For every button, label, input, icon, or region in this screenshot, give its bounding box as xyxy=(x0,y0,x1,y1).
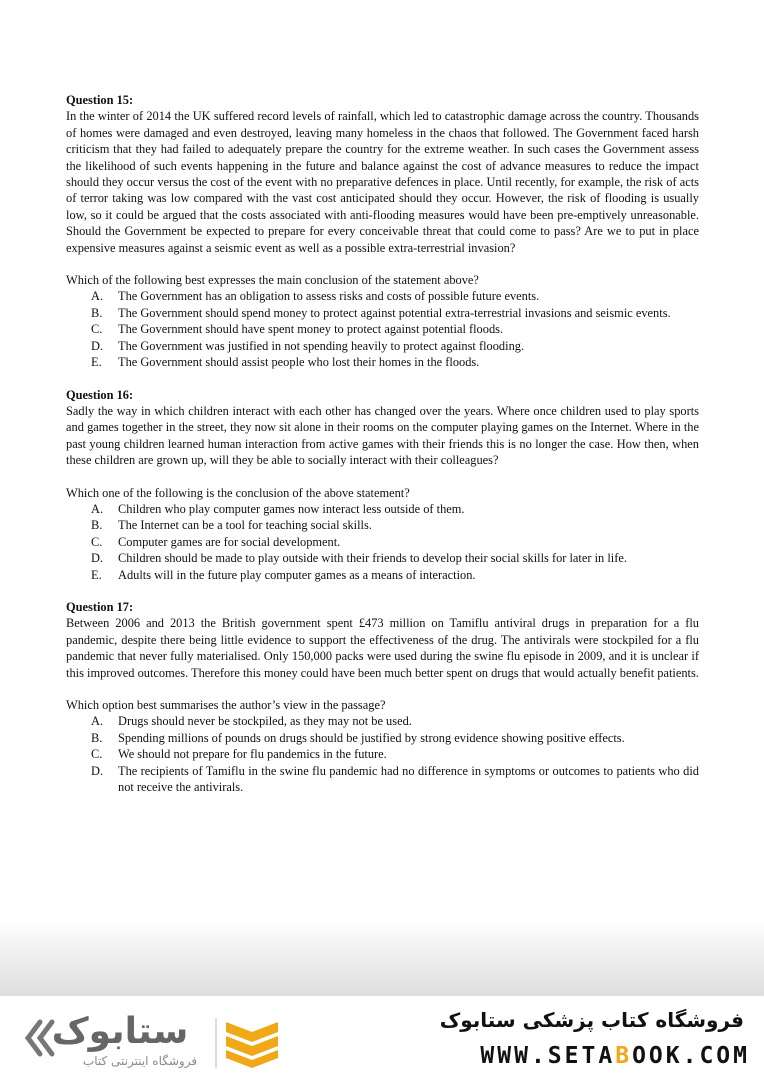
option-text: Children who play computer games now interact less outside of them. xyxy=(118,501,465,516)
question-prompt: Which of the following best expresses the main conclusion of the statement above? xyxy=(66,273,479,288)
answer-option xyxy=(66,517,699,533)
option-text: Children should be made to play outside with their friends to develop their social skills for later in life. xyxy=(118,551,627,566)
option-letter: E. xyxy=(91,355,102,370)
question-prompt: Which one of the following is the conclusion of the above statement? xyxy=(66,485,410,500)
answer-option xyxy=(66,338,699,354)
question-prompt: Which option best summarises the author’s view in the passage? xyxy=(66,698,386,712)
option-letter: D. xyxy=(91,763,104,778)
question-block xyxy=(66,92,699,371)
option-text: Drugs should never be stockpiled, as they may not be used. xyxy=(118,714,412,729)
option-letter: C. xyxy=(91,747,103,762)
document-content xyxy=(66,92,699,811)
website-url[interactable] xyxy=(480,1043,750,1069)
question-title: Question 16: xyxy=(66,387,134,402)
logo-tagline: فروشگاه اینترنتی کتاب xyxy=(82,1054,198,1068)
question-title: Question 17: xyxy=(66,599,134,614)
page-shadow xyxy=(0,920,764,1000)
answer-options xyxy=(66,713,699,795)
answer-options xyxy=(66,501,699,583)
option-letter: B. xyxy=(91,730,103,745)
option-letter: B. xyxy=(91,305,103,320)
url-accent-letter: B xyxy=(615,1043,633,1069)
answer-option xyxy=(66,321,699,337)
answer-option xyxy=(66,305,699,321)
option-text: The Government should have spent money to protect against potential floods. xyxy=(118,322,504,337)
option-letter: B. xyxy=(91,518,103,533)
answer-option xyxy=(66,763,699,796)
option-letter: A. xyxy=(91,714,104,729)
question-block xyxy=(66,387,699,583)
question-passage: Sadly the way in which children interact with each other has changed over the years. Where once children used to play sports and games together in the street, they now sit alone in their rooms on the computer playing games on the Internet. Where in the past young children learned human interaction from active games with their friends this is no longer the case. How then, when these children are grown up, will they be able to socially interact with their colleagues? xyxy=(66,403,699,468)
option-letter: E. xyxy=(91,567,102,582)
option-text: The Internet can be a tool for teaching social skills. xyxy=(118,518,372,533)
setabook-logo xyxy=(20,1010,300,1074)
question-passage: Between 2006 and 2013 the British government spent £473 million on Tamiflu antiviral drugs in preparation for a flu pandemic, despite there being little evidence to support the effectiveness of the drug. The antivirals were stockpiled for a flu pandemic that never fully materialised. Only 150,000 packs were used during the swine flu episode in 2009, and it is unclear if this improved outcomes. Therefore this money could have been much better spent on drugs that would actually benefit patients. xyxy=(66,616,699,680)
answer-option xyxy=(66,501,699,517)
option-text: Computer games are for social development. xyxy=(118,534,341,549)
answer-options xyxy=(66,288,699,370)
answer-option xyxy=(66,567,699,583)
option-letter: C. xyxy=(91,322,103,337)
publisher-footer xyxy=(0,996,764,1080)
answer-option xyxy=(66,713,699,729)
question-passage: In the winter of 2014 the UK suffered record levels of rainfall, which led to catastrophic damage across the country. Thousands of homes were damaged and even destroyed, leaving many homeless in the chaos that followed. The Government faced harsh criticism that they had failed to adequately prepare the country for the extreme weather. In such cases the Government assess the likelihood of such events happening in the future and balance against the cost of advance measures to reduce the impact should they occur versus the cost of the event with no preparative defences in place. Until recently, for example, the risk of acts of terror taking was low compared with the vast cost anticipated should they occur. However, the risk of flooding is usually low, so it could be argued that the costs associated with anti-flooding measures would have been pre-emptively unreasonable. Should the Government be expected to prepare for every conceivable threat that could come to pass? Are we to put in place expensive measures against a seismic event as well as a possible extra-terrestrial invasion? xyxy=(66,109,699,255)
shop-name: فروشگاه کتاب پزشکی ستابوک xyxy=(439,1008,744,1032)
answer-option xyxy=(66,550,699,566)
option-text: The Government was justified in not spending heavily to protect against flooding. xyxy=(118,338,525,353)
option-letter: C. xyxy=(91,534,103,549)
option-text: The recipients of Tamiflu in the swine flu pandemic had no difference in symptoms or outcomes to patients who did not receive the antivirals. xyxy=(118,763,699,795)
option-text: The Government has an obligation to assess risks and costs of possible future events. xyxy=(118,289,540,304)
option-text: We should not prepare for flu pandemics in the future. xyxy=(118,747,387,762)
answer-option xyxy=(66,746,699,762)
option-text: The Government should assist people who lost their homes in the floods. xyxy=(118,355,480,370)
answer-option xyxy=(66,730,699,746)
option-letter: D. xyxy=(91,551,104,566)
question-title: Question 15: xyxy=(66,93,134,107)
option-letter: D. xyxy=(91,338,104,353)
url-part-1: WWW.SETA xyxy=(480,1043,616,1069)
url-part-2: OOK.COM xyxy=(632,1043,750,1069)
option-text: The Government should spend money to protect against potential extra-terrestrial invasions and seismic events. xyxy=(118,305,671,320)
answer-option xyxy=(66,288,699,304)
answer-option xyxy=(66,354,699,370)
option-text: Spending millions of pounds on drugs should be justified by strong evidence showing positive effects. xyxy=(118,730,625,745)
answer-option xyxy=(66,534,699,550)
option-text: Adults will in the future play computer games as a means of interaction. xyxy=(118,567,476,582)
option-letter: A. xyxy=(91,289,104,304)
question-block xyxy=(66,599,699,795)
logo-brand-text: ستابوک xyxy=(51,1011,189,1052)
option-letter: A. xyxy=(91,501,104,516)
